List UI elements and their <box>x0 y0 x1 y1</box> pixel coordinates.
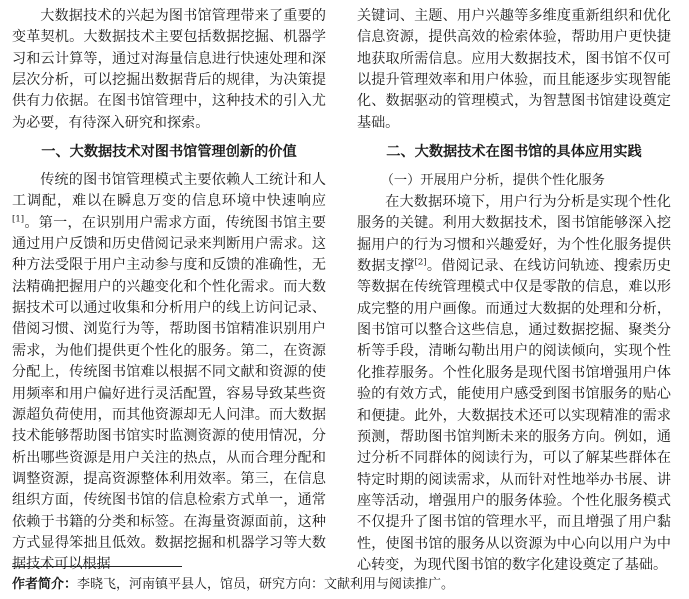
section-2-heading: 二、大数据技术在图书馆的具体应用实践 <box>386 144 642 161</box>
subsection-1-heading: （一）开展用户分析，提供个性化服务 <box>380 173 605 189</box>
author-footnote <box>12 576 672 594</box>
subsection-1-paragraph <box>357 192 671 576</box>
footnote-text: 李晓飞，河南镇平县人，馆员，研究方向：文献利用与阅读推广。 <box>77 577 455 592</box>
right-column <box>357 6 671 576</box>
section-1-paragraph <box>12 170 326 576</box>
intro-paragraph: 大数据技术的兴起为图书馆管理带来了重要的变革契机。大数据技术主要包括数据挖掘、机器学习和云计算等，通过对海量信息进行快速处理和深层次分析，可以挖掘出数据背后的规律，为决策提供有力依据。在图书馆管理中，这种技术的引入尤为必要，有待深入研究和探索。 <box>12 8 326 131</box>
subsection-1-text-b: 。借阅记录、在线访问轨迹、搜索历史等数据在传统管理模式中仅是零散的信息，难以形成完整的用户画像。而通过大数据的处理和分析，图书馆可以整合这些信息，通过数据挖掘、聚类分析等手段，清晰勾勒出用户的阅读倾向，实现个性化推荐服务。个性化服务是现代图书馆增强用户体验的有效方式，能使用户感受到图书馆服务的贴心和便捷。此外，大数据技术还可以实现精准的需求预测，帮助图书馆判断未来的服务方向。例如，通过分析不同群体的阅读行为，可以了解某些群体在特定时期的阅读需求，从而针对性地举办书展、讲座等活动，增强用户的服务体验。个性化服务模式不仅提升了图书馆的管理水平，而且增强了用户黏性，使图书馆的服务从以资源为中心向以用户为中心转变，为现代图书馆的数字化建设奠定了基础。 <box>357 258 671 573</box>
subsection-1-text-a: 在大数据环境下，用户行为分析是实现个性化服务的关键。利用大数据技术，图书馆能够深入挖掘用户的行为习惯和兴趣爱好，为个性化服务提供数据支撑 <box>357 194 671 275</box>
section-1-text-b: 。第一，在识别用户需求方面，传统图书馆主要通过用户反馈和历史借阅记录来判断用户需求。这种方法受限于用户主动参与度和反馈的准确性，无法精确把握用户的兴趣变化和个性化需求。而大数据技术可以通过收集和分析用户的线上访问记录、借阅习惯、浏览行为等，帮助图书馆精准识别用户需求，为他们提供更个性化的服务。第二，在资源分配上，传统图书馆难以根据不同文献和资源的使用频率和用户偏好进行灵活配置，容易导致某些资源超负荷使用，而其他资源却无人问津。而大数据技术能够帮助图书馆实时监测资源的使用情况，分析出哪些资源是用户关注的热点，从而合理分配和调整资源，提高资源整体利用效率。第三，在信息组织方面，传统图书馆的信息检索方式单一，通常依赖于书籍的分类和标签。在海量资源面前，这种方式显得笨拙且低效。数据挖掘和机器学习等大数据技术可以根据 <box>12 214 326 573</box>
section-1-heading: 一、大数据技术对图书馆管理创新的价值 <box>41 144 297 161</box>
continuation-paragraph: 关键词、主题、用户兴趣等多维度重新组织和优化信息资源，提供高效的检索体验，帮助用户更快捷地获取所需信息。应用大数据技术，图书馆不仅可以提升管理效率和用户体验，而且能逐步实现智能化、数据驱动的管理模式，为智慧图书馆建设奠定基础。 <box>357 8 671 131</box>
left-column <box>12 6 326 576</box>
section-1-text-a: 传统的图书馆管理模式主要依赖人工统计和人工调配，难以在瞬息万变的信息环境中快速响应 <box>12 172 326 210</box>
footnote-label: 作者简介： <box>12 577 78 592</box>
footnote-divider <box>12 566 182 567</box>
citation-2[interactable]: [2] <box>414 257 427 268</box>
citation-1[interactable]: [1] <box>12 214 25 225</box>
